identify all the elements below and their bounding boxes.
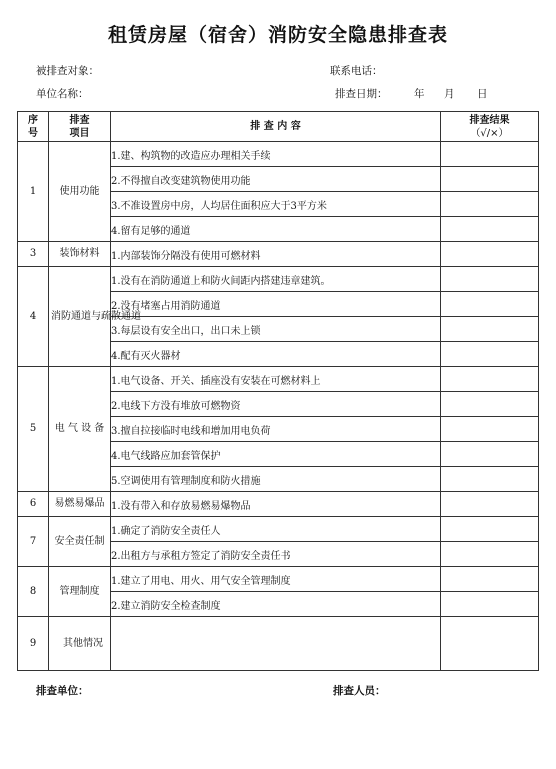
table-row: [18, 367, 539, 392]
row-no: 5: [18, 367, 49, 492]
inspection-table: [17, 111, 539, 671]
check-item: 1.确定了消防安全责任人: [111, 517, 441, 542]
row-no: 9: [18, 617, 49, 671]
check-item: 1.建立了用电、用火、用气安全管理制度: [111, 567, 441, 592]
row-category: 装饰材料: [49, 242, 111, 267]
row-no: 6: [18, 492, 49, 517]
result-cell[interactable]: [441, 167, 539, 192]
table-row: [18, 517, 539, 542]
row-no: 4: [18, 267, 49, 367]
check-item: 1.没有带入和存放易燃易爆物品: [111, 492, 441, 517]
result-cell[interactable]: [441, 417, 539, 442]
check-item: 4.电气线路应加套管保护: [111, 442, 441, 467]
row-category: 安全责任制: [49, 517, 111, 567]
result-cell[interactable]: [441, 192, 539, 217]
result-cell[interactable]: [441, 317, 539, 342]
result-cell[interactable]: [441, 267, 539, 292]
result-cell[interactable]: [441, 617, 539, 671]
col-category-header: 排查 项目: [49, 112, 111, 142]
row-no: 8: [18, 567, 49, 617]
row-category: 消防通道与疏散通道: [49, 267, 111, 367]
year-label: 年: [414, 88, 425, 100]
unit-name-label: 单位名称：: [36, 88, 89, 100]
check-item: 3.不准设置房中房，人均居住面积应大于3平方米: [111, 192, 441, 217]
result-cell[interactable]: [441, 592, 539, 617]
check-item: 1.建、构筑物的改造应办理相关手续: [111, 142, 441, 167]
check-item: 5.空调使用有管理制度和防火措施: [111, 467, 441, 492]
row-category: 电 气 设 备: [49, 367, 111, 492]
result-cell[interactable]: [441, 392, 539, 417]
month-label: 月: [444, 88, 455, 100]
row-category: 易燃易爆品: [49, 492, 111, 517]
result-cell[interactable]: [441, 492, 539, 517]
col-content-header: 排 查 内 容: [111, 112, 441, 142]
result-cell[interactable]: [441, 342, 539, 367]
row-no: 3: [18, 242, 49, 267]
col-result-header: 排查结果 （√/×）: [441, 112, 539, 142]
check-date-label: 排查日期：: [335, 88, 388, 100]
table-row: [18, 492, 539, 517]
result-cell[interactable]: [441, 292, 539, 317]
result-cell[interactable]: [441, 542, 539, 567]
table-row: [18, 242, 539, 267]
check-item: 2.出租方与承租方签定了消防安全责任书: [111, 542, 441, 567]
row-category: 使用功能: [49, 142, 111, 242]
check-item: 4.留有足够的通道: [111, 217, 441, 242]
check-item: 4.配有灭火器材: [111, 342, 441, 367]
check-item: 3.擅自拉接临时电线和增加用电负荷: [111, 417, 441, 442]
result-cell[interactable]: [441, 442, 539, 467]
check-item: 2.不得擅自改变建筑物使用功能: [111, 167, 441, 192]
table-header-row: [18, 112, 539, 142]
row-category: 管理制度: [49, 567, 111, 617]
footer-staff-label: 排查人员：: [333, 685, 386, 697]
result-cell[interactable]: [441, 517, 539, 542]
page-title: 租赁房屋（宿舍）消防安全隐患排查表: [107, 24, 448, 46]
check-item-empty[interactable]: [111, 617, 441, 671]
table-row: [18, 567, 539, 592]
result-cell[interactable]: [441, 242, 539, 267]
table-row: [18, 142, 539, 167]
check-item: 2.建立消防安全检查制度: [111, 592, 441, 617]
check-item: 3.每层设有安全出口，出口未上锁: [111, 317, 441, 342]
table-row: [18, 267, 539, 292]
row-no: 1: [18, 142, 49, 242]
result-cell[interactable]: [441, 367, 539, 392]
check-item: 2.电线下方没有堆放可燃物资: [111, 392, 441, 417]
result-cell[interactable]: [441, 142, 539, 167]
check-item: 2.没有堵塞占用消防通道: [111, 292, 441, 317]
col-no-header: 序 号: [18, 112, 49, 142]
row-no: 7: [18, 517, 49, 567]
check-item: 1.电气设备、开关、插座没有安装在可燃材料上: [111, 367, 441, 392]
check-item: 1.内部装饰分隔没有使用可燃材料: [111, 242, 441, 267]
row-category: 其他情况: [49, 617, 111, 671]
target-label: 被排查对象：: [36, 65, 99, 77]
result-cell[interactable]: [441, 217, 539, 242]
phone-label: 联系电话：: [330, 65, 383, 77]
table-row: [18, 617, 539, 671]
check-item: 1.没有在消防通道上和防火间距内搭建违章建筑。: [111, 267, 441, 292]
result-cell[interactable]: [441, 467, 539, 492]
day-label: 日: [477, 88, 488, 100]
result-cell[interactable]: [441, 567, 539, 592]
footer-unit-label: 排查单位：: [36, 685, 89, 697]
